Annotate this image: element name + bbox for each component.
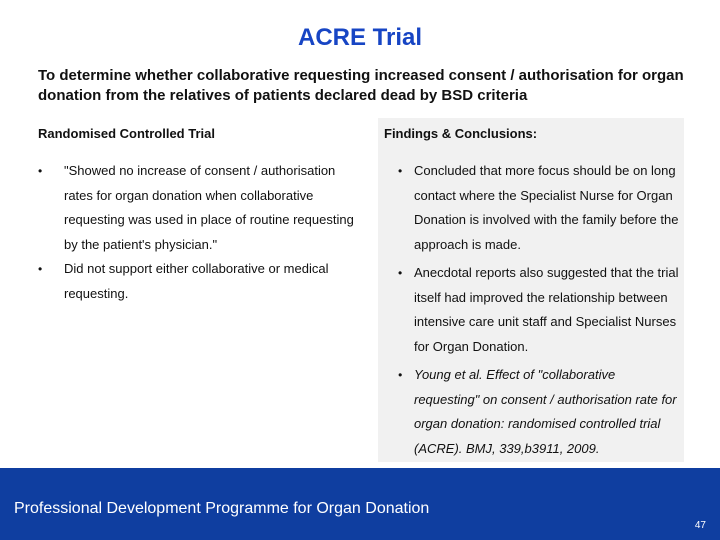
bullet-icon: • [398, 368, 403, 382]
rct-finding-quote: "Showed no increase of consent / authorisation rates for organ donation when collaborative requesting was used in place of routine requesting by the patient's physician." [64, 163, 354, 252]
findings-panel [378, 118, 684, 462]
findings-heading: Findings & Conclusions: [384, 126, 538, 141]
finding-conclusion: Concluded that more focus should be on long contact where the Specialist Nurse for Organ Donation is involved with the family before the approach is made. [414, 163, 679, 252]
page-number: 47 [694, 520, 706, 531]
findings-bullet-list [384, 159, 684, 461]
reference-citation: Young et al. Effect of "collaborative requesting" on consent / authorisation rate for organ donation: randomised controlled trial (ACRE). BMJ, 339,b3911, 2009. [414, 367, 677, 456]
list-item [38, 159, 358, 257]
programme-name: Professional Development Programme for Organ Donation [14, 500, 430, 517]
objective-statement: To determine whether collaborative requesting increased consent / authorisation for organ donation from the relatives of patients declared dead by BSD criteria [38, 67, 684, 104]
list-item [384, 363, 684, 461]
finding-anecdotal: Anecdotal reports also suggested that the trial itself had improved the relationship between intensive care unit staff and Specialist Nurses for Organ Donation. [414, 265, 679, 354]
bullet-icon: • [398, 266, 403, 280]
list-item [38, 257, 358, 306]
list-item [384, 159, 684, 257]
bullet-icon: • [398, 164, 403, 178]
footer-bar [0, 468, 720, 540]
bullet-icon: • [38, 262, 43, 276]
slide-title: ACRE Trial [297, 24, 423, 51]
rct-bullet-list [38, 159, 358, 306]
rct-heading: Randomised Controlled Trial [38, 126, 215, 141]
rct-finding-support: Did not support either collaborative or medical requesting. [64, 261, 329, 301]
list-item [384, 261, 684, 359]
rct-column [38, 126, 358, 306]
bullet-icon: • [38, 164, 43, 178]
